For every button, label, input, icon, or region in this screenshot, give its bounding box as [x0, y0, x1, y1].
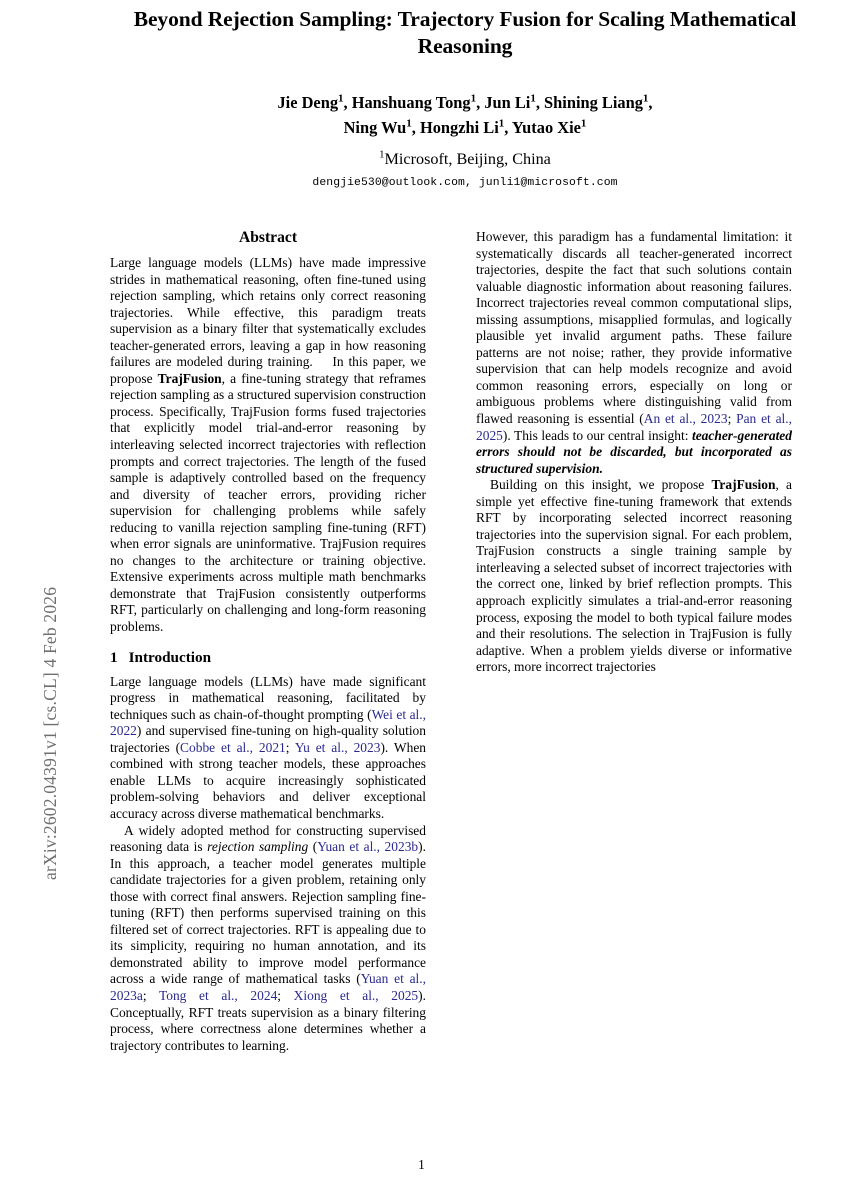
citation-xiong-2025[interactable]: Xiong et al., 2025	[293, 987, 419, 1003]
term-rejection-sampling: rejection sampling	[207, 839, 309, 855]
contact-emails: dengjie530@outlook.com, junli1@microsoft.com	[312, 177, 618, 189]
title-block	[96, 0, 834, 189]
citation-yu-2023[interactable]: Yu et al., 2023	[294, 739, 381, 755]
arxiv-stamp-text: arXiv:2602.04391v1 [cs.CL] 4 Feb 2026	[40, 586, 60, 880]
citation-pan-2025[interactable]: Pan et al., 2025	[476, 411, 792, 443]
abstract-text-3: , a fine-tuning strategy that reframes rejection sampling as a structured supervision construction process. Specifically, TrajFusion forms fused trajectories that explicitly model trial-and-error reasoning by interleaving selected incorrect trajectories with reflection prompts and correct trajectories. The length of the fused sample is adaptively controlled based on the frequency and diversity of teacher errors, providing richer supervision for challenging problems while safely reducing to vanilla rejection sampling fine-tuning (RFT) when error signals are uninformative. TrajFusion requires no changes to the architecture or training objective. Extensive experiments across multiple math benchmarks demonstrate that TrajFusion consistently outperforms RFT, particularly on challenging and long-form reasoning problems.	[110, 370, 426, 635]
citation-yuan-2023b[interactable]: Yuan et al., 2023b	[317, 839, 419, 855]
intro-p4-b: , a simple yet effective fine-tuning framework that extends RFT by incorporating selected incorrect reasoning trajectories into the supervision signal. For each problem, TrajFusion constructs a single training sample by interleaving a selected subset of incorrect trajectories with the correct one, linked by brief reflection prompts. This approach explicitly simulates a trial-and-error reasoning process, exposing the model to both typical failure modes and their resolutions. The selection in TrajFusion is fully adaptive. When a problem yields diverse or informative errors, more incorrect trajectories	[476, 477, 792, 675]
intro-p3-a: However, this paradigm has a fundamental limitation: it systematically discards all teacher-generated incorrect trajectories, despite the fact that such solutions contain valuable diagnostic information about reasoning failures. Incorrect trajectories reveal common computational slips, missing assumptions, misapplied formulas, and logically plausible yet invalid argument paths. These failure patterns are not noise; rather, they provide informative supervision that can help models recognize and avoid common reasoning errors, especially on long or ambiguous problems where distinguishing valid from flawed reasoning is essential (	[476, 229, 792, 427]
citation-yuan-2023a[interactable]: Yuan et al., 2023a	[110, 971, 426, 1003]
author-line-1: Jie Deng$^1$, Hanshuang Tong$^1$, Jun Li$^1$, Shining Liang$^1$,	[277, 92, 653, 112]
intro-p1-c: ;	[285, 739, 295, 755]
intro-p3-c: ). This leads to our central insight:	[502, 427, 692, 443]
intro-p2-a: A widely adopted method for constructing supervised reasoning data is	[110, 822, 426, 855]
column-left	[110, 229, 426, 1054]
citation-wei-2022[interactable]: Wei et al., 2022	[110, 706, 426, 739]
intro-p1-b: ) and supervised fine-tuning on high-quality solution trajectories (	[110, 723, 426, 755]
intro-p1-d: ). When combined with strong teacher models, these approaches enable LLMs to acquire increasingly sophisticated problem-solving behaviors and deliver exceptional accuracy across diverse mathematical benchmarks.	[110, 739, 427, 821]
author-line-2: Ning Wu$^1$, Hongzhi Li$^1$, Yutao Xie$^1$	[343, 117, 587, 137]
citation-cobbe-2021[interactable]: Cobbe et al., 2021	[180, 739, 286, 755]
section-number: 1	[110, 648, 118, 666]
author-list	[96, 91, 834, 140]
affiliation: $^1$Microsoft, Beijing, China	[379, 148, 551, 168]
page-number: 1	[418, 1157, 425, 1172]
intro-p2-d: ;	[142, 987, 159, 1003]
trajfusion-mention: TrajFusion	[157, 370, 222, 386]
intro-p4-a: Building on this insight, we propose	[490, 477, 712, 493]
intro-paragraph-1	[110, 674, 426, 823]
intro-p2-b: (	[308, 839, 318, 855]
column-right	[476, 229, 792, 676]
intro-p1-a: Large language models (LLMs) have made significant progress in mathematical reasoning, facilitated by techniques such as chain-of-thought prompting (	[110, 673, 426, 722]
citation-tong-2024[interactable]: Tong et al., 2024	[158, 987, 278, 1003]
trajfusion-mention-2: TrajFusion	[711, 477, 776, 493]
intro-p2-f: ). Conceptually, RFT treats supervision as a binary filtering process, where correctness alone determines whether a trajectory contributes to learning.	[110, 987, 426, 1053]
section-title: Introduction	[128, 648, 212, 666]
intro-paragraph-3	[476, 229, 792, 477]
abstract-heading: Abstract	[238, 229, 298, 246]
abstract-body	[110, 255, 426, 636]
section-heading-introduction	[110, 649, 426, 667]
intro-p2-c: ). In this approach, a teacher model generates multiple candidate trajectories for a given problem, retaining only those with correct final answers. Rejection sampling fine-tuning (RFT) then performs supervised training on this filtered set of correct trajectories. RFT is appealing due to its simplicity, requiring no human annotation, and its demonstrated ability to improve model performance across a wide range of mathematical tasks (	[110, 839, 426, 987]
abstract-text-2: In this paper, we propose	[110, 354, 426, 386]
central-insight-statement: teacher-generated errors should not be discarded, but incorporated as structured supervision.	[476, 427, 792, 476]
intro-p3-b: ;	[727, 411, 737, 427]
page-title: Beyond Rejection Sampling: Trajectory Fusion for Scaling Mathematical Reasoning	[133, 7, 797, 58]
intro-paragraph-2	[110, 823, 426, 1055]
citation-an-2023[interactable]: An et al., 2023	[643, 411, 728, 427]
intro-p2-e: ;	[277, 987, 294, 1003]
abstract-text-1: Large language models (LLMs) have made impressive strides in mathematical reasoning, often fine-tuned using rejection sampling, which retains only correct reasoning trajectories. While effective, this paradigm treats supervision as a binary filter that systematically excludes teacher-generated errors, leaving a gap in how reasoning failures are modeled during training.	[110, 255, 426, 370]
intro-paragraph-4	[476, 477, 792, 676]
